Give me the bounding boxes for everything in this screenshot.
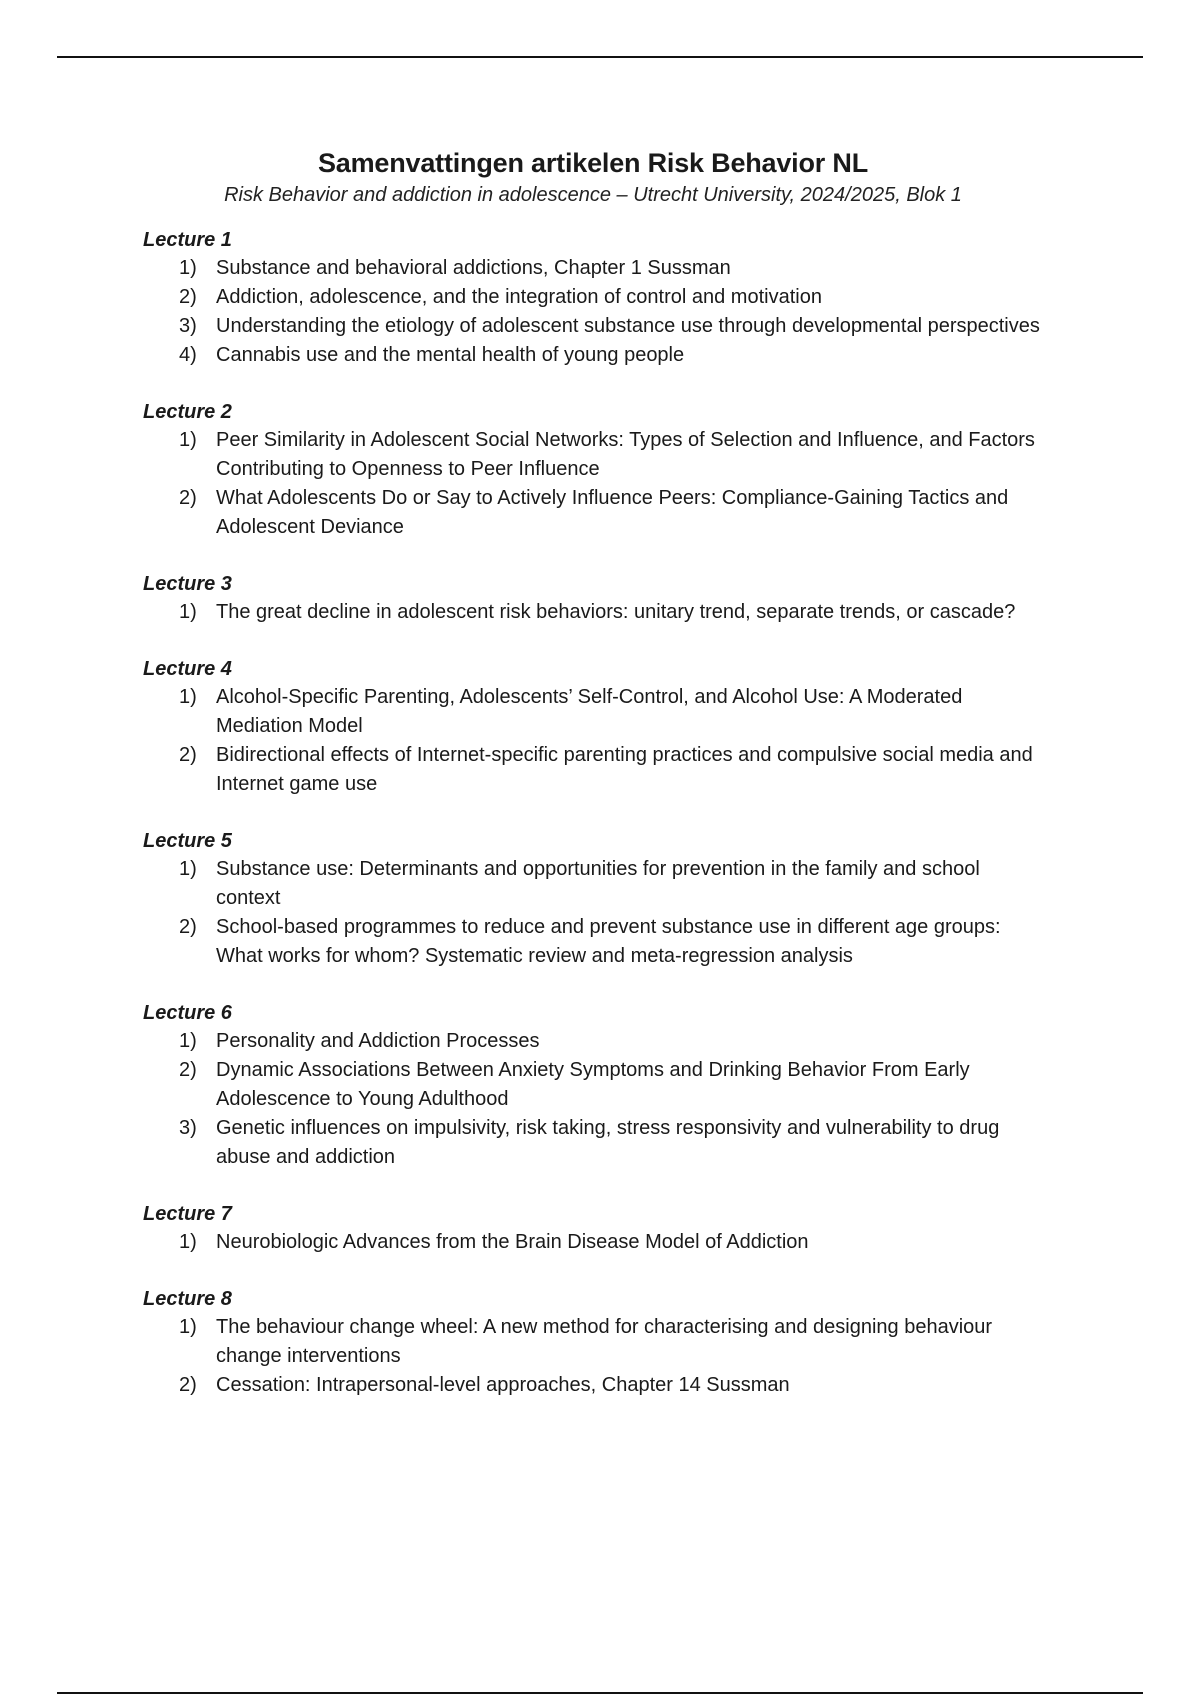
article-number: 1) xyxy=(179,1231,197,1253)
article-number: 1) xyxy=(179,601,197,623)
lecture-section xyxy=(143,999,1043,1172)
article-list xyxy=(143,426,1043,542)
lecture-heading: Lecture 3 xyxy=(143,573,232,595)
lecture-list xyxy=(143,226,1043,1400)
article-title: What Adolescents Do or Say to Actively Influence Peers: Compliance-Gaining Tactics and Adolescent Deviance xyxy=(216,487,1009,538)
article-number: 2) xyxy=(179,744,197,766)
article-item xyxy=(143,1027,1043,1056)
article-item xyxy=(143,1228,1043,1257)
lecture-heading: Lecture 5 xyxy=(143,830,232,852)
lecture-heading: Lecture 4 xyxy=(143,658,232,680)
article-item xyxy=(143,1371,1043,1400)
article-item xyxy=(143,1114,1043,1172)
article-number: 1) xyxy=(179,257,197,279)
article-number: 3) xyxy=(179,1117,197,1139)
article-title: School-based programmes to reduce and prevent substance use in different age groups: What works for whom? Systematic review and meta-regression analysis xyxy=(216,916,1001,967)
footer-rule xyxy=(57,1692,1143,1694)
article-number: 1) xyxy=(179,686,197,708)
article-list xyxy=(143,1228,1043,1257)
article-item xyxy=(143,855,1043,913)
article-item xyxy=(143,1056,1043,1114)
article-item xyxy=(143,913,1043,971)
article-title: Cannabis use and the mental health of young people xyxy=(216,344,685,366)
article-title: Substance and behavioral addictions, Chapter 1 Sussman xyxy=(216,257,731,279)
lecture-section xyxy=(143,398,1043,542)
document-title: Samenvattingen artikelen Risk Behavior NL xyxy=(318,148,868,178)
article-number: 1) xyxy=(179,429,197,451)
article-title: Alcohol-Specific Parenting, Adolescents’ Self-Control, and Alcohol Use: A Moderated Mediation Model xyxy=(216,686,963,737)
lecture-heading: Lecture 1 xyxy=(143,229,232,251)
article-item xyxy=(143,283,1043,312)
lecture-heading: Lecture 6 xyxy=(143,1002,232,1024)
lecture-heading: Lecture 2 xyxy=(143,401,232,423)
lecture-section xyxy=(143,226,1043,370)
article-number: 2) xyxy=(179,286,197,308)
article-title: Personality and Addiction Processes xyxy=(216,1030,540,1052)
lecture-heading: Lecture 8 xyxy=(143,1288,232,1310)
article-item xyxy=(143,741,1043,799)
article-number: 2) xyxy=(179,487,197,509)
article-title: Bidirectional effects of Internet-specific parenting practices and compulsive social media and Internet game use xyxy=(216,744,1033,795)
article-title: Cessation: Intrapersonal-level approaches, Chapter 14 Sussman xyxy=(216,1374,790,1396)
article-number: 2) xyxy=(179,916,197,938)
article-item xyxy=(143,598,1043,627)
article-title: Neurobiologic Advances from the Brain Disease Model of Addiction xyxy=(216,1231,809,1253)
article-title: The behaviour change wheel: A new method for characterising and designing behaviour change interventions xyxy=(216,1316,993,1367)
article-number: 2) xyxy=(179,1374,197,1396)
article-title: Understanding the etiology of adolescent substance use through developmental perspectives xyxy=(216,315,1040,337)
article-number: 3) xyxy=(179,315,197,337)
article-title: Dynamic Associations Between Anxiety Symptoms and Drinking Behavior From Early Adolescence to Young Adulthood xyxy=(216,1059,970,1110)
article-item xyxy=(143,312,1043,341)
document-body xyxy=(143,146,1043,1400)
article-number: 4) xyxy=(179,344,197,366)
lecture-section xyxy=(143,655,1043,799)
article-item xyxy=(143,341,1043,370)
article-list xyxy=(143,1313,1043,1400)
lecture-section xyxy=(143,827,1043,971)
article-title: Peer Similarity in Adolescent Social Networks: Types of Selection and Influence, and Factors Contributing to Openness to Peer Influence xyxy=(216,429,1035,480)
document-subtitle: Risk Behavior and addiction in adolescence – Utrecht University, 2024/2025, Blok 1 xyxy=(224,184,962,206)
article-title: The great decline in adolescent risk behaviors: unitary trend, separate trends, or cascade? xyxy=(216,601,1016,623)
header-rule xyxy=(57,56,1143,58)
article-title: Substance use: Determinants and opportunities for prevention in the family and school context xyxy=(216,858,980,909)
lecture-heading: Lecture 7 xyxy=(143,1203,232,1225)
lecture-section xyxy=(143,1285,1043,1400)
article-item xyxy=(143,484,1043,542)
article-item xyxy=(143,683,1043,741)
article-title: Addiction, adolescence, and the integration of control and motivation xyxy=(216,286,822,308)
article-item xyxy=(143,254,1043,283)
article-title: Genetic influences on impulsivity, risk taking, stress responsivity and vulnerability to drug abuse and addiction xyxy=(216,1117,1000,1168)
article-number: 2) xyxy=(179,1059,197,1081)
article-list xyxy=(143,598,1043,627)
article-item xyxy=(143,1313,1043,1371)
lecture-section xyxy=(143,1200,1043,1257)
article-number: 1) xyxy=(179,1030,197,1052)
article-item xyxy=(143,426,1043,484)
article-list xyxy=(143,254,1043,370)
article-list xyxy=(143,683,1043,799)
article-list xyxy=(143,1027,1043,1172)
article-number: 1) xyxy=(179,1316,197,1338)
lecture-section xyxy=(143,570,1043,627)
article-list xyxy=(143,855,1043,971)
article-number: 1) xyxy=(179,858,197,880)
